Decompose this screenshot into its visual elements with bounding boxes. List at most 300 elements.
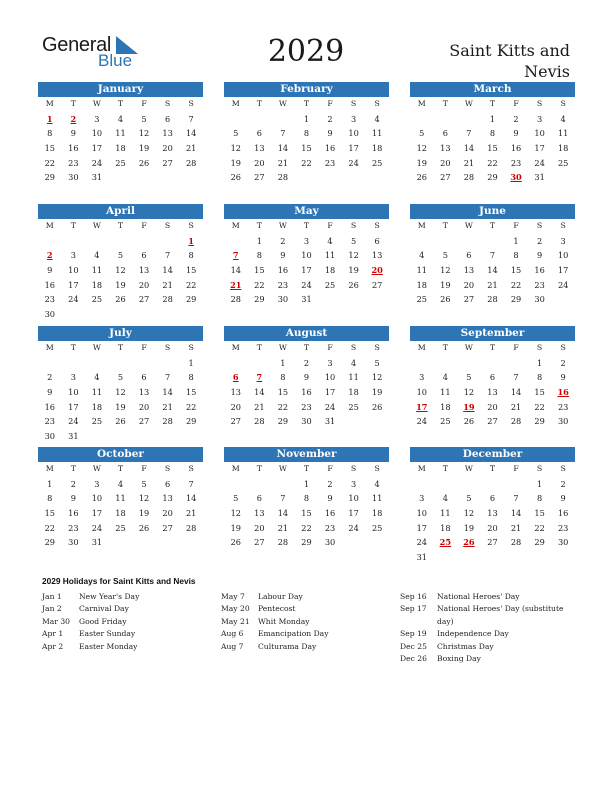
- calendar-day: 5: [117, 372, 124, 383]
- calendar-day: 30: [557, 537, 569, 548]
- calendar-day: 18: [416, 279, 427, 290]
- holidays-title: 2029 Holidays for Saint Kitts and Nevis: [42, 576, 196, 586]
- calendar-day: 24: [416, 537, 427, 548]
- calendar-day: 5: [419, 128, 425, 139]
- weekday-label: W: [92, 464, 101, 473]
- holiday-date: Sep 19: [400, 629, 427, 639]
- calendar-day: 5: [141, 478, 147, 489]
- weekday-label: W: [92, 221, 101, 230]
- month-july: [38, 326, 203, 444]
- calendar-day: 24: [324, 401, 336, 412]
- calendar-day: 27: [230, 416, 241, 427]
- calendar-day: 7: [280, 128, 286, 139]
- calendar-day: 9: [47, 265, 53, 276]
- weekday-label: F: [141, 99, 147, 108]
- calendar-day: 2: [47, 372, 53, 383]
- weekday-label: W: [278, 464, 287, 473]
- calendar-day: 2: [560, 478, 566, 489]
- month-january: [38, 82, 203, 185]
- calendar-day: 5: [466, 372, 472, 383]
- weekday-label: S: [350, 464, 357, 473]
- month-title: November: [224, 447, 389, 462]
- calendar-day: 15: [301, 508, 312, 519]
- calendar-day: 1: [513, 235, 519, 246]
- month-title: October: [38, 447, 203, 462]
- empty-cell: [156, 356, 180, 371]
- calendar-day: 18: [371, 508, 383, 519]
- calendar-day: 27: [138, 294, 150, 305]
- calendar-day: 6: [164, 478, 171, 489]
- calendar-day: 18: [115, 143, 126, 154]
- calendar-day: 12: [230, 508, 241, 519]
- calendar-day: 7: [188, 478, 194, 489]
- calendar-day: 29: [277, 416, 289, 427]
- calendar-day: 25: [440, 416, 451, 427]
- calendar-day: 23: [557, 522, 569, 533]
- weekday-label: F: [141, 464, 147, 473]
- calendar-day: 26: [115, 416, 126, 427]
- holiday-column: [221, 591, 391, 653]
- weekday-label: T: [256, 464, 262, 473]
- weekday-label: F: [141, 343, 147, 352]
- calendar-day: 24: [416, 416, 427, 427]
- holiday-column: [42, 591, 212, 653]
- month-june: [410, 204, 575, 307]
- holiday-date: Aug 7: [221, 641, 244, 651]
- calendar-day: 10: [348, 493, 359, 504]
- weekday-label: T: [489, 343, 496, 352]
- calendar-day: 16: [44, 401, 55, 412]
- calendar-day: 31: [324, 416, 336, 427]
- holiday-day: 20: [371, 265, 383, 276]
- weekday-label: T: [489, 221, 496, 230]
- empty-cell: [504, 356, 528, 371]
- calendar-day: 13: [162, 493, 173, 504]
- calendar-day: 7: [513, 372, 519, 383]
- weekday-label: T: [489, 464, 496, 473]
- brand-logo: [42, 34, 142, 74]
- calendar-day: 23: [68, 157, 79, 168]
- holiday-day: 7: [256, 372, 263, 383]
- day-grid: [224, 219, 389, 307]
- calendar-day: 18: [324, 265, 336, 276]
- calendar-day: 22: [301, 522, 312, 533]
- calendar-day: 8: [188, 372, 194, 383]
- holiday-row: [400, 628, 570, 640]
- calendar-day: 9: [303, 372, 310, 383]
- calendar-day: 22: [534, 401, 545, 412]
- holiday-date: Apr 1: [42, 629, 64, 639]
- empty-cell: [38, 234, 62, 249]
- calendar-day: 28: [277, 537, 289, 548]
- calendar-day: 11: [324, 250, 336, 261]
- holiday-row: [221, 603, 391, 615]
- holiday-name: Boxing Day: [437, 654, 481, 664]
- calendar-day: 16: [534, 265, 545, 276]
- calendar-day: 19: [230, 157, 241, 168]
- empty-cell: [132, 356, 156, 371]
- calendar-day: 19: [115, 401, 126, 412]
- calendar-day: 30: [68, 172, 79, 183]
- weekday-label: W: [278, 343, 287, 352]
- calendar-day: 28: [254, 416, 265, 427]
- weekday-label: M: [417, 221, 426, 230]
- calendar-day: 12: [348, 250, 359, 261]
- day-grid: [224, 97, 389, 185]
- day-grid: [38, 97, 203, 185]
- calendar-day: 23: [510, 157, 522, 168]
- calendar-day: 26: [138, 157, 150, 168]
- calendar-day: 10: [324, 372, 336, 383]
- calendar-day: 31: [534, 172, 545, 183]
- calendar-day: 12: [115, 387, 126, 398]
- calendar-day: 4: [442, 493, 448, 504]
- calendar-day: 29: [510, 294, 522, 305]
- calendar-day: 28: [162, 416, 173, 427]
- calendar-day: 14: [487, 265, 498, 276]
- calendar-day: 20: [254, 522, 265, 533]
- calendar-day: 3: [303, 235, 310, 246]
- holiday-date: May 21: [221, 616, 250, 626]
- calendar-day: 29: [534, 416, 545, 427]
- calendar-day: 17: [91, 143, 103, 154]
- holiday-row: [221, 641, 391, 653]
- weekday-label: W: [464, 464, 473, 473]
- weekday-label: S: [164, 221, 171, 230]
- calendar-day: 13: [463, 265, 475, 276]
- holiday-date: Apr 2: [42, 641, 64, 651]
- weekday-label: S: [188, 343, 194, 352]
- calendar-day: 8: [256, 250, 262, 261]
- empty-cell: [224, 112, 248, 127]
- weekday-label: T: [303, 343, 310, 352]
- calendar-day: 3: [94, 113, 100, 124]
- calendar-day: 14: [254, 387, 265, 398]
- calendar-day: 24: [534, 157, 545, 168]
- calendar-day: 1: [536, 478, 543, 489]
- holiday-day: 30: [510, 172, 522, 183]
- calendar-day: 21: [162, 279, 173, 290]
- calendar-day: 7: [164, 250, 171, 261]
- calendar-day: 23: [44, 416, 55, 427]
- weekday-label: M: [417, 99, 426, 108]
- calendar-day: 1: [256, 235, 262, 246]
- calendar-day: 22: [44, 157, 55, 168]
- calendar-day: 28: [487, 294, 498, 305]
- calendar-day: 25: [91, 294, 103, 305]
- weekday-label: S: [188, 99, 194, 108]
- weekday-label: T: [117, 464, 124, 473]
- holiday-name: National Heroes' Day (substitute day): [437, 604, 564, 626]
- calendar-day: 15: [185, 265, 197, 276]
- empty-cell: [271, 112, 295, 127]
- holiday-date: Mar 30: [42, 616, 71, 626]
- holiday-row: [221, 628, 391, 640]
- calendar-day: 28: [162, 294, 173, 305]
- calendar-day: 12: [463, 387, 475, 398]
- holiday-name: Culturama Day: [258, 641, 317, 651]
- calendar-day: 3: [350, 113, 357, 124]
- calendar-day: 8: [303, 128, 310, 139]
- calendar-day: 2: [327, 478, 333, 489]
- empty-cell: [434, 356, 458, 371]
- calendar-day: 10: [534, 128, 545, 139]
- calendar-day: 27: [371, 279, 383, 290]
- holiday-day: 21: [230, 279, 242, 290]
- calendar-day: 9: [70, 493, 76, 504]
- calendar-day: 13: [138, 387, 150, 398]
- empty-cell: [410, 112, 434, 127]
- calendar-day: 6: [489, 372, 496, 383]
- weekday-label: F: [513, 99, 519, 108]
- calendar-day: 28: [510, 537, 522, 548]
- holiday-day: 17: [416, 401, 428, 412]
- calendar-day: 19: [230, 522, 241, 533]
- calendar-day: 11: [91, 265, 103, 276]
- calendar-day: 15: [44, 143, 55, 154]
- calendar-day: 21: [277, 157, 289, 168]
- empty-cell: [156, 234, 180, 249]
- month-november: [224, 447, 389, 550]
- calendar-day: 21: [185, 143, 197, 154]
- calendar-day: 23: [301, 401, 312, 412]
- calendar-day: 4: [117, 478, 124, 489]
- holiday-name: New Year's Day: [79, 592, 140, 601]
- empty-cell: [132, 234, 156, 249]
- calendar-day: 20: [440, 157, 451, 168]
- day-grid: [410, 462, 575, 565]
- calendar-day: 10: [301, 250, 312, 261]
- calendar-day: 22: [301, 157, 312, 168]
- calendar-day: 19: [138, 508, 150, 519]
- calendar-day: 29: [44, 172, 55, 183]
- empty-cell: [457, 234, 481, 249]
- calendar-day: 16: [557, 508, 569, 519]
- calendar-day: 20: [162, 508, 173, 519]
- calendar-day: 12: [463, 508, 475, 519]
- weekday-label: T: [70, 221, 76, 230]
- calendar-day: 28: [230, 294, 241, 305]
- weekday-label: M: [417, 464, 426, 473]
- calendar-day: 10: [416, 508, 427, 519]
- month-title: April: [38, 204, 203, 219]
- calendar-day: 26: [138, 522, 150, 533]
- month-march: [410, 82, 575, 185]
- empty-cell: [248, 112, 272, 127]
- calendar-day: 15: [534, 387, 545, 398]
- weekday-label: S: [536, 343, 543, 352]
- holiday-column: [400, 591, 570, 665]
- calendar-day: 14: [510, 508, 522, 519]
- calendar-day: 7: [188, 113, 194, 124]
- month-title: July: [38, 326, 203, 341]
- calendar-day: 7: [513, 493, 519, 504]
- weekday-label: M: [231, 99, 240, 108]
- calendar-day: 16: [510, 143, 522, 154]
- calendar-day: 27: [138, 416, 150, 427]
- calendar-day: 15: [44, 508, 55, 519]
- calendar-day: 18: [557, 143, 569, 154]
- calendar-day: 26: [348, 279, 359, 290]
- holiday-name: Easter Monday: [79, 641, 138, 651]
- calendar-day: 13: [371, 250, 383, 261]
- weekday-label: S: [164, 464, 171, 473]
- holiday-day: 26: [463, 537, 475, 548]
- calendar-day: 14: [277, 508, 289, 519]
- calendar-day: 27: [440, 172, 451, 183]
- holiday-date: Sep 17: [400, 604, 427, 614]
- calendar-day: 2: [303, 357, 310, 368]
- day-grid: [410, 97, 575, 185]
- calendar-day: 25: [91, 416, 103, 427]
- month-title: February: [224, 82, 389, 97]
- calendar-day: 14: [162, 265, 173, 276]
- calendar-day: 15: [301, 143, 312, 154]
- calendar-day: 4: [374, 478, 380, 489]
- calendar-day: 16: [68, 508, 79, 519]
- month-may: [224, 204, 389, 307]
- holiday-day: 2: [70, 113, 77, 124]
- weekday-label: T: [70, 99, 76, 108]
- calendar-day: 4: [560, 113, 566, 124]
- calendar-day: 24: [557, 279, 569, 290]
- calendar-day: 2: [560, 357, 566, 368]
- weekday-label: S: [560, 343, 566, 352]
- empty-cell: [248, 356, 272, 371]
- weekday-label: S: [536, 464, 543, 473]
- calendar-day: 2: [327, 113, 333, 124]
- holiday-row: [221, 616, 391, 628]
- calendar-day: 27: [463, 294, 475, 305]
- calendar-day: 28: [185, 522, 197, 533]
- calendar-day: 8: [188, 250, 194, 261]
- calendar-day: 22: [487, 157, 498, 168]
- holiday-row: [42, 616, 212, 628]
- calendar-day: 21: [510, 401, 522, 412]
- calendar-day: 8: [513, 250, 519, 261]
- calendar-day: 29: [44, 537, 55, 548]
- month-title: March: [410, 82, 575, 97]
- calendar-day: 19: [138, 143, 150, 154]
- holiday-row: [400, 641, 570, 653]
- calendar-day: 27: [487, 416, 498, 427]
- calendar-day: 26: [463, 416, 475, 427]
- month-title: December: [410, 447, 575, 462]
- weekday-label: S: [374, 221, 380, 230]
- calendar-day: 21: [463, 157, 475, 168]
- calendar-day: 21: [487, 279, 498, 290]
- calendar-day: 30: [44, 309, 55, 320]
- weekday-label: W: [278, 221, 287, 230]
- calendar-day: 21: [162, 401, 173, 412]
- calendar-day: 21: [510, 522, 522, 533]
- holiday-name: Easter Sunday: [79, 629, 136, 639]
- calendar-day: 3: [70, 372, 76, 383]
- calendar-day: 18: [440, 522, 451, 533]
- empty-cell: [85, 234, 109, 249]
- calendar-day: 24: [68, 294, 79, 305]
- calendar-day: 30: [277, 294, 289, 305]
- month-april: [38, 204, 203, 322]
- calendar-day: 15: [510, 265, 522, 276]
- calendar-day: 24: [91, 157, 103, 168]
- calendar-day: 2: [70, 478, 76, 489]
- calendar-day: 20: [487, 401, 498, 412]
- calendar-day: 29: [487, 172, 498, 183]
- calendar-day: 11: [440, 508, 451, 519]
- calendar-day: 11: [416, 265, 427, 276]
- calendar-day: 19: [371, 387, 383, 398]
- weekday-label: T: [256, 343, 262, 352]
- holiday-day: 1: [46, 113, 53, 124]
- calendar-day: 12: [138, 128, 150, 139]
- calendar-day: 5: [117, 250, 124, 261]
- calendar-day: 17: [534, 143, 545, 154]
- calendar-day: 5: [141, 113, 147, 124]
- month-october: [38, 447, 203, 550]
- calendar-day: 7: [280, 493, 286, 504]
- calendar-day: 3: [94, 478, 100, 489]
- calendar-day: 15: [185, 387, 197, 398]
- weekday-label: F: [327, 221, 333, 230]
- calendar-day: 16: [277, 265, 289, 276]
- calendar-day: 22: [534, 522, 545, 533]
- calendar-day: 8: [303, 493, 310, 504]
- weekday-label: M: [45, 221, 54, 230]
- calendar-day: 3: [350, 478, 357, 489]
- calendar-day: 16: [68, 143, 79, 154]
- holiday-row: [400, 603, 570, 628]
- calendar-day: 28: [463, 172, 475, 183]
- calendar-day: 10: [348, 128, 359, 139]
- weekday-label: W: [464, 99, 473, 108]
- empty-cell: [457, 356, 481, 371]
- weekday-label: T: [442, 464, 448, 473]
- holiday-row: [42, 603, 212, 615]
- day-grid: [38, 341, 203, 444]
- calendar-day: 18: [440, 401, 451, 412]
- calendar-day: 11: [115, 128, 126, 139]
- calendar-day: 20: [463, 279, 475, 290]
- holiday-name: Christmas Day: [437, 641, 494, 651]
- calendar-day: 11: [371, 493, 383, 504]
- calendar-day: 12: [416, 143, 427, 154]
- calendar-day: 30: [301, 416, 312, 427]
- calendar-day: 28: [185, 157, 197, 168]
- calendar-day: 23: [324, 522, 336, 533]
- calendar-day: 4: [94, 250, 100, 261]
- calendar-day: 8: [47, 128, 53, 139]
- calendar-day: 22: [185, 401, 197, 412]
- calendar-day: 3: [70, 250, 76, 261]
- empty-cell: [224, 234, 248, 249]
- weekday-label: M: [45, 343, 54, 352]
- empty-cell: [109, 234, 133, 249]
- weekday-label: M: [231, 464, 240, 473]
- weekday-label: M: [45, 99, 54, 108]
- calendar-day: 18: [348, 387, 359, 398]
- calendar-day: 24: [301, 279, 312, 290]
- holiday-date: May 20: [221, 604, 250, 614]
- holiday-date: Dec 26: [400, 654, 427, 664]
- calendar-day: 17: [416, 522, 427, 533]
- weekday-label: T: [70, 464, 76, 473]
- empty-cell: [434, 112, 458, 127]
- calendar-day: 27: [254, 172, 265, 183]
- calendar-day: 8: [536, 493, 543, 504]
- calendar-day: 18: [91, 401, 103, 412]
- holiday-row: [42, 591, 212, 603]
